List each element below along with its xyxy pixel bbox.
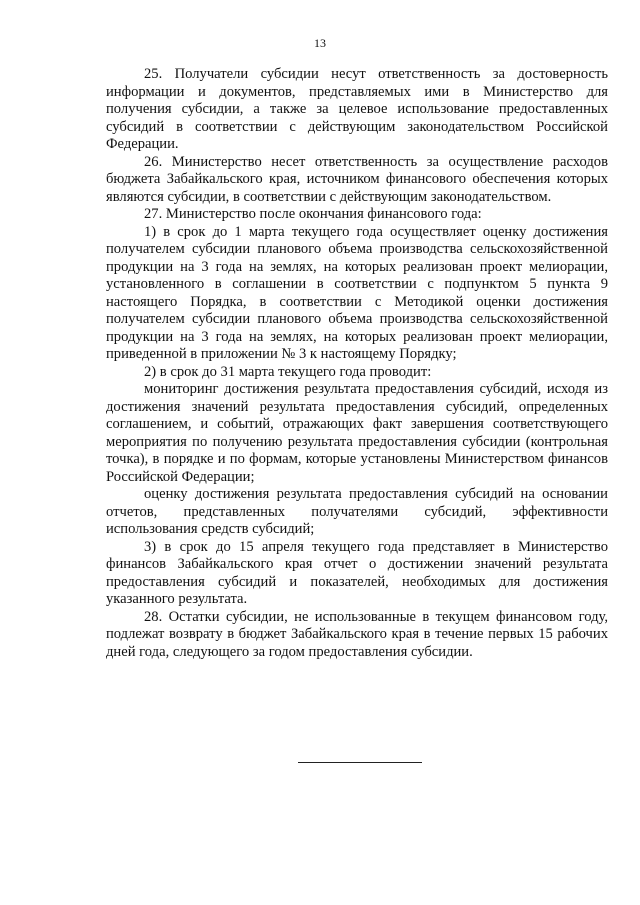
paragraph-27: 27. Министерство после окончания финансового года: — [144, 206, 482, 222]
paragraph-28: 28. Остатки субсидии, не использованные в текущем финансовом году, подлежат возврату в бюджет Забайкальского края в течение первых 15 рабочих дней года, следующего за годом предоставления субсидии. — [106, 608, 608, 660]
paragraph-27-item-1: 1) в срок до 1 марта текущего года осуществляет оценку достижения получателем субсидии планового объема производства сельскохозяйственной продукции на 3 года на землях, на которых реализован проект мелиорации, установленного в соглашении в соответствии с подпунктом 5 пункта 9 настоящего Порядка, в соответствии с Методикой оценки достижения получателем субсидии планового объема производства сельскохозяйственной продукции на 3 года на землях, на которых реализован проект мелиорации, приведенной в приложении № 3 к настоящему Порядку; — [106, 223, 608, 362]
paragraph-25: 25. Получатели субсидии несут ответственность за достоверность информации и документов, представляемых ими в Министерство для получения субсидии, а также за целевое использование предоставленных субсидий в соответствии с действующим законодательством Российской Федерации. — [106, 66, 608, 152]
paragraph-27-item-3: 3) в срок до 15 апреля текущего года представляет в Министерство финансов Забайкальского края отчет о достижении значений результата предоставления субсидий и показателей, необходимых для достижения указанного результата. — [106, 538, 608, 607]
document-body — [106, 66, 608, 661]
paragraph-27-item-2-assessment: оценку достижения результата предоставления субсидий на основании отчетов, представленных получателями субсидий, эффективности использования средств субсидий; — [106, 486, 608, 537]
end-separator-line — [298, 762, 422, 763]
page-number: 13 — [314, 36, 326, 50]
paragraph-27-item-2-monitoring: мониторинг достижения результата предоставления субсидий, исходя из достижения значений результата предоставления субсидий, определенных соглашением, и событий, отражающих факт завершения соответствующего мероприятия по получению результата предоставления субсидии (контрольная точка), в порядке и по формам, которые установлены Министерством финансов Российской Федерации; — [106, 381, 608, 485]
paragraph-27-item-2: 2) в срок до 31 марта текущего года проводит: — [144, 363, 432, 380]
paragraph-26: 26. Министерство несет ответственность за осуществление расходов бюджета Забайкальского края, источником финансового обеспечения которых являются субсидии, в соответствии с действующим законодательством. — [106, 153, 608, 205]
